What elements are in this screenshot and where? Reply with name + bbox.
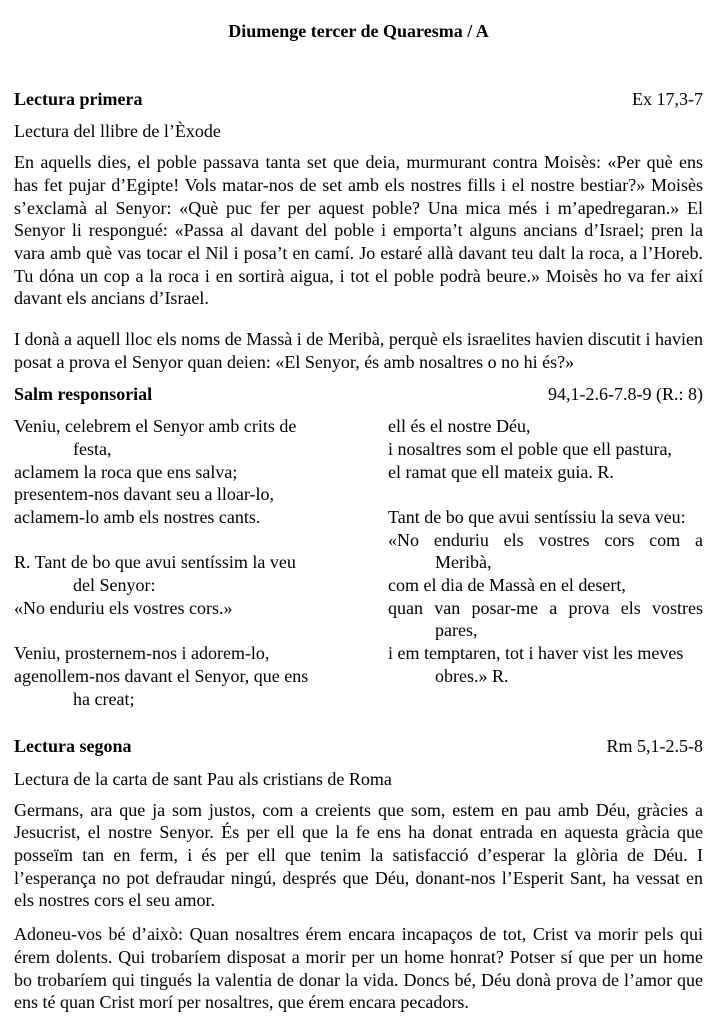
psalm-line: Tant de bo que avui sentíssiu la seva veu:	[388, 506, 686, 527]
psalm-blank-line	[14, 619, 373, 642]
second-reading-paragraph-2: Adoneu-vos bé d’això: Quan nosaltres érem encara incapaços de tot, Crist va morir pels qui érem dolents. Qui trobaríem disposat a morir per un home honrat? Potser sí que per un home bo trobaríem qui tingués la valentia de donar la vida. Doncs bé, Déu donà prova de l’amor que ens té quan Crist morí per nosaltres, que érem encara pecadors.	[14, 924, 703, 1013]
psalm-line: obres.» R.	[435, 665, 509, 686]
psalm-line: aclamem-lo amb els nostres cants.	[14, 506, 261, 527]
psalm-line: Veniu, prosternem-nos i adorem-lo,	[14, 643, 270, 664]
psalm-line: quan van posar-me a prova els vostres	[388, 597, 703, 618]
second-reading-section	[14, 735, 703, 1014]
psalm-line: aclamem la roca que ens salva;	[14, 461, 238, 482]
psalm-blank-line	[14, 529, 373, 552]
psalm-line: ha creat;	[73, 688, 135, 709]
page-title: Diumenge tercer de Quaresma / A	[228, 21, 489, 41]
first-reading-heading-row	[14, 88, 703, 111]
second-reading-source-line: Lectura de la carta de sant Pau als cristians de Roma	[14, 768, 392, 789]
psalm-section	[14, 383, 703, 710]
psalm-line: del Senyor:	[73, 575, 156, 596]
second-reading-reference: Rm 5,1-2.5-8	[606, 736, 703, 757]
psalm-line: presentem-nos davant seu a lloar-lo,	[14, 484, 275, 505]
psalm-line: pares,	[435, 620, 478, 641]
first-reading-paragraph-2: I donà a aquell lloc els noms de Massà i de Meribà, perquè els israelites havien discutit i havien posat a prova el Senyor quan deien: «El Senyor, és amb nosaltres o no hi és?»	[14, 329, 703, 372]
second-reading-heading-row	[14, 735, 703, 758]
psalm-line: ell és el nostre Déu,	[388, 416, 531, 437]
psalm-right-column	[388, 415, 703, 710]
psalm-reference: 94,1-2.6-7.8-9 (R.: 8)	[548, 384, 703, 405]
psalm-left-column	[14, 415, 373, 710]
second-reading-paragraph-1: Germans, ara que ja som justos, com a creients que som, estem en pau amb Déu, gràcies a Jesucrist, el nostre Senyor. És per ell que la fe ens ha donat entrada en aquesta gràcia que posseïm tan en ferm, i és per ell que tenim la satisfacció d’esperar la glòria de Déu. I l’esperança no pot defraudar ningú, després que Déu, donant-nos l’Esperit Sant, ha vessat en els nostres cors el seu amor.	[14, 799, 703, 911]
first-reading-source-line: Lectura del llibre de l’Èxode	[14, 121, 221, 142]
psalm-line: agenollem-nos davant el Senyor, que ens	[14, 665, 309, 686]
psalm-line: «No enduriu els vostres cors com a	[388, 529, 703, 550]
psalm-line: com el dia de Massà en el desert,	[388, 575, 626, 596]
first-reading-reference: Ex 17,3-7	[632, 88, 703, 109]
psalm-line: Veniu, celebrem el Senyor amb crits de	[14, 416, 297, 437]
psalm-line: R. Tant de bo que avui sentíssim la veu	[14, 552, 296, 573]
psalm-columns	[14, 415, 703, 710]
psalm-heading-row	[14, 383, 703, 406]
psalm-line: el ramat que ell mateix guia. R.	[388, 461, 614, 482]
psalm-heading: Salm responsorial	[14, 384, 153, 405]
psalm-line: Meribà,	[435, 552, 492, 573]
first-reading-section	[14, 88, 703, 374]
first-reading-heading: Lectura primera	[14, 88, 143, 109]
psalm-blank-line	[388, 483, 703, 506]
psalm-line: festa,	[73, 438, 112, 459]
psalm-line: «No enduriu els vostres cors.»	[14, 597, 233, 618]
psalm-line: i nosaltres som el poble que ell pastura,	[388, 438, 672, 459]
first-reading-paragraph-1: En aquells dies, el poble passava tanta set que deia, murmurant contra Moisès: «Per què ens has fet pujar d’Egipte! Vols matar-nos de set amb els nostres fills i el nostre bestiar?» Moisès s’exclamà al Senyor: «Què puc fer per aquest poble? Una mica més i m’apedregaran.» El Senyor li respongué: «Passa al davant del poble i emporta’t alguns ancians d’Israel; pren la vara amb què vas tocar el Nil i posa’t en camí. Jo estaré allà davant teu dalt la roca, a l’Horeb. Tu dóna un cop a la roca i en sortirà aigua, i tot el poble podrà beure.» Moisès ho va fer així davant els ancians d’Israel.	[14, 152, 703, 309]
second-reading-heading: Lectura segona	[14, 736, 132, 757]
psalm-line: i em temptaren, tot i haver vist les meves	[388, 643, 684, 664]
